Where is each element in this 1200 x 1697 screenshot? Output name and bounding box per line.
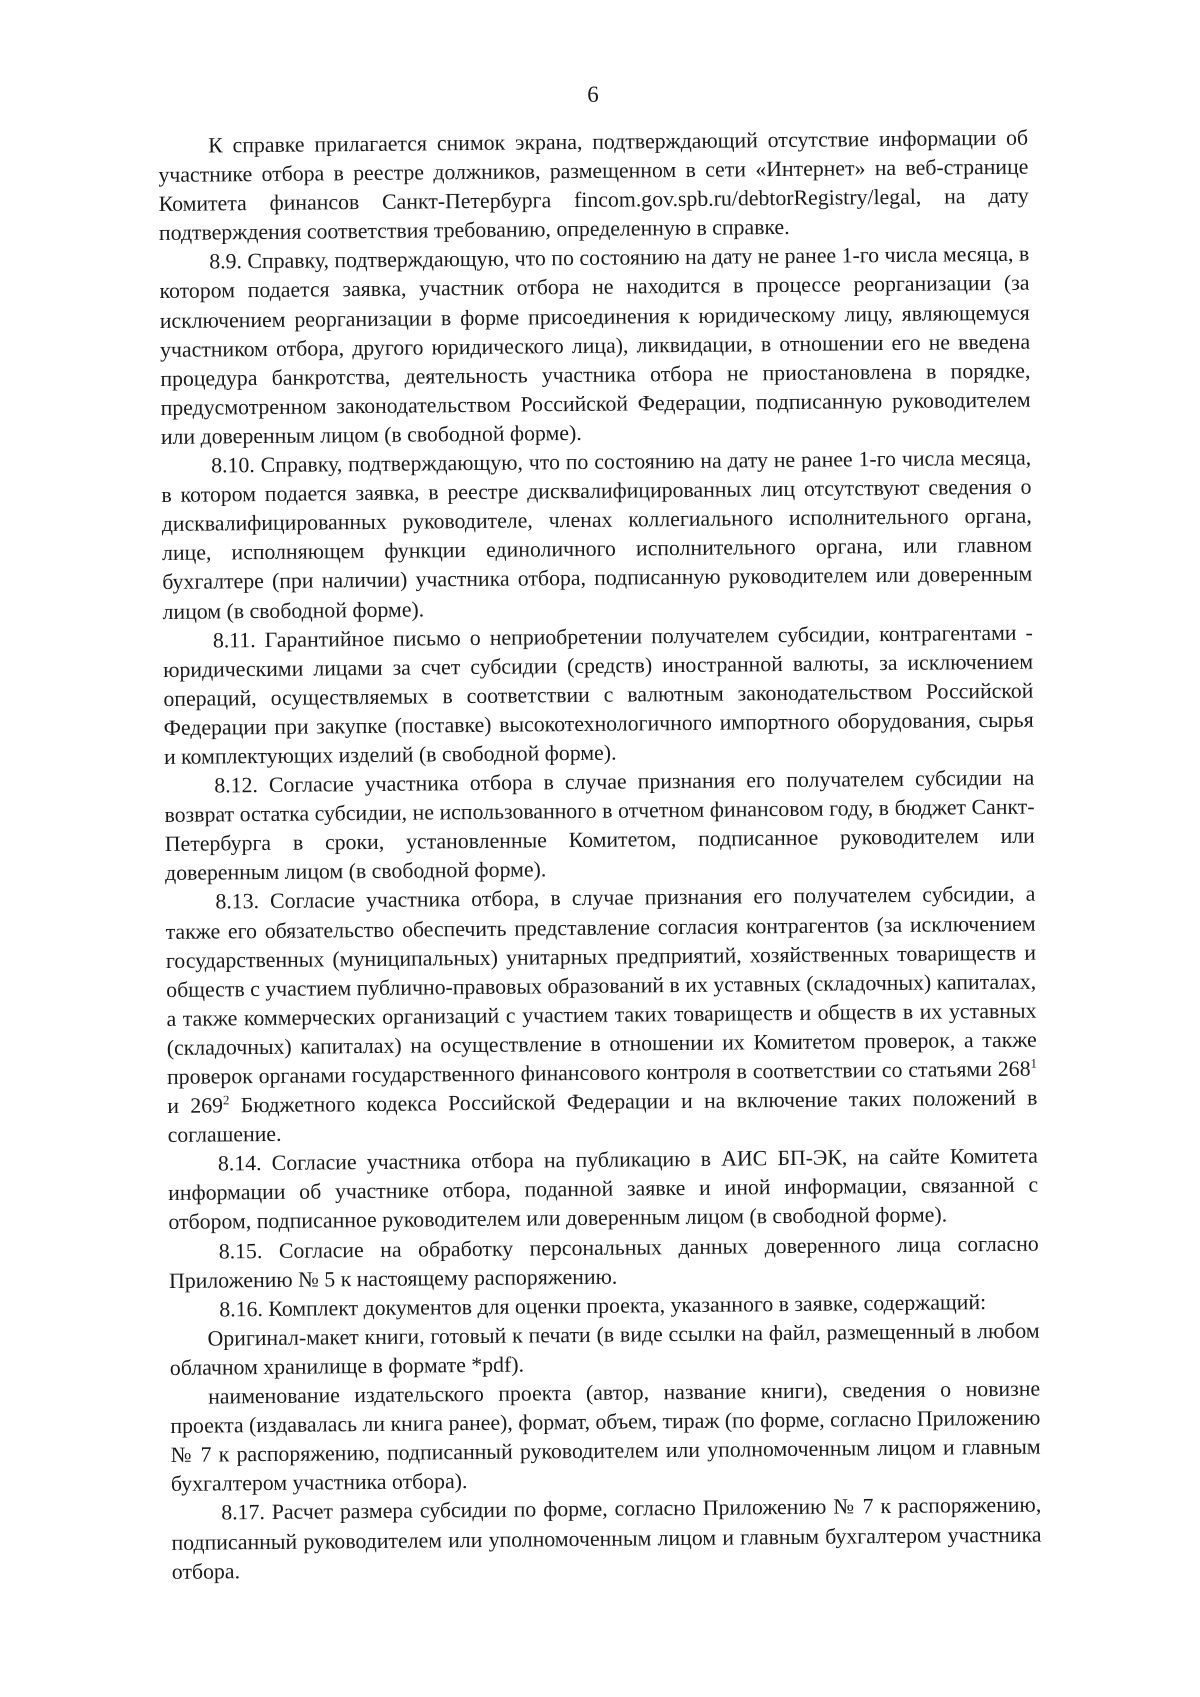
- paragraph-8-10: 8.10. Справку, подтверждающую, что по состоянию на дату не ранее 1-го числа месяца, в котором подается заявка, в реестре дисквалифицированных лиц отсутствуют сведения о дисквалифицированных руководителе, членах коллегиального исполнительного органа, лице, исполняющем функции единоличного исполнительного органа, или главном бухгалтере (при наличии) участника отбора, подписанную руководителем или доверенным лицом (в свободной форме).: [161, 445, 1033, 624]
- paragraph-8-15: 8.15. Согласие на обработку персональных данных доверенного лица согласно Приложению № 5 к настоящему распоряжению.: [168, 1231, 1039, 1293]
- paragraph-8-9: 8.9. Справку, подтверждающую, что по состоянию на дату не ранее 1-го числа месяца, в котором подается заявка, участник отбора не находится в процессе реорганизации (за исключением реорганизации в форме присоединения к юридическому лицу, являющемуся участником отбора, другого юридического лица), ликвидации, в отношении его не введена процедура банкротства, деятельность участника отбора не приостановлена в порядке, предусмотренном законодательством Российской Федерации, подписанную руководителем или доверенным лицом (в свободной форме).: [159, 242, 1031, 449]
- paragraph-8-13-part3: Бюджетного кодекса Российской Федерации и на включение таких положений в соглашение.: [167, 1085, 1038, 1148]
- paragraph-original-layout: Оригинал-макет книги, готовый к печати (в виде ссылки на файл, размещенный в любом облачном хранилище в формате *pdf).: [169, 1318, 1040, 1380]
- paragraph-8-16: 8.16. Комплект документов для оценки проекта, указанного в заявке, содержащий:: [219, 1289, 987, 1322]
- paragraph-8-13: [165, 880, 1037, 1150]
- document-body: [158, 124, 1042, 1587]
- paragraph-project-naming: наименование издательского проекта (автор, название книги), сведения о новизне проекта (издавалась ли книга ранее), формат, объем, тираж (по форме, согласно Приложению № 7 к распоряжению, подписанный руководителем или уполномоченным лицом и главным бухгалтером участника отбора).: [170, 1376, 1041, 1497]
- paragraph-8-14: 8.14. Согласие участника отбора на публикацию в АИС БП-ЭК, на сайте Комитета информации об участнике отбора, поданной заявке и иной информации, связанной с отбором, подписанное руководителем или доверенным лицом (в свободной форме).: [168, 1143, 1039, 1235]
- page-number: 6: [587, 82, 599, 107]
- paragraph-8-12: 8.12. Согласие участника отбора в случае признания его получателем субсидии на возврат остатка субсидии, не использованного в отчетном финансовом году, в бюджет Санкт-Петербурга в сроки, установленные Комитетом, подписанное руководителем или доверенным лицом (в свободной форме).: [164, 765, 1035, 886]
- superscript-2: 2: [222, 1092, 230, 1108]
- paragraph-8-17: 8.17. Расчет размера субсидии по форме, согласно Приложению № 7 к распоряжению, подписанный руководителем или уполномоченным лицом и главным бухгалтером участника отбора.: [171, 1492, 1042, 1584]
- paragraph-8-13-part1: 8.13. Согласие участника отбора, в случае признания его получателем субсидии, а также его обязательство обеспечить представление согласия контрагентов (за исключением государственных (муниципальных) унитарных предприятий, хозяйственных товариществ и обществ с участием публично-правовых образований в их уставных (складочных) капиталах, а также коммерческих организаций с участием таких товариществ и обществ в их уставных (складочных) капиталах) на осуществление в отношении их Комитетом проверок, а также проверок органами государственного финансового контроля в соответствии со статьями 268: [165, 882, 1037, 1089]
- paragraph-8-11: 8.11. Гарантийное письмо о неприобретении получателем субсидии, контрагентами - юридическими лицами за счет субсидии (средств) иностранной валюты, за исключением операций, осуществляемых в соответствии с валютным законодательством Российской Федерации при закупке (поставке) высокотехнологичного импортного оборудования, сырья и комплектующих изделий (в свободной форме).: [163, 620, 1034, 769]
- paragraph-8-13-part2: и 269: [167, 1093, 224, 1119]
- paragraph-intro: К справке прилагается снимок экрана, подтверждающий отсутствие информации об участнике отбора в реестре должников, размещенном в сети «Интернет» на веб-странице Комитета финансов Санкт-Петербурга fincom.gov.spb.ru/debtorRegistry/legal, на дату подтверждения соответствия требованию, определенную в справке.: [158, 125, 1029, 246]
- superscript-1: 1: [1030, 1055, 1038, 1071]
